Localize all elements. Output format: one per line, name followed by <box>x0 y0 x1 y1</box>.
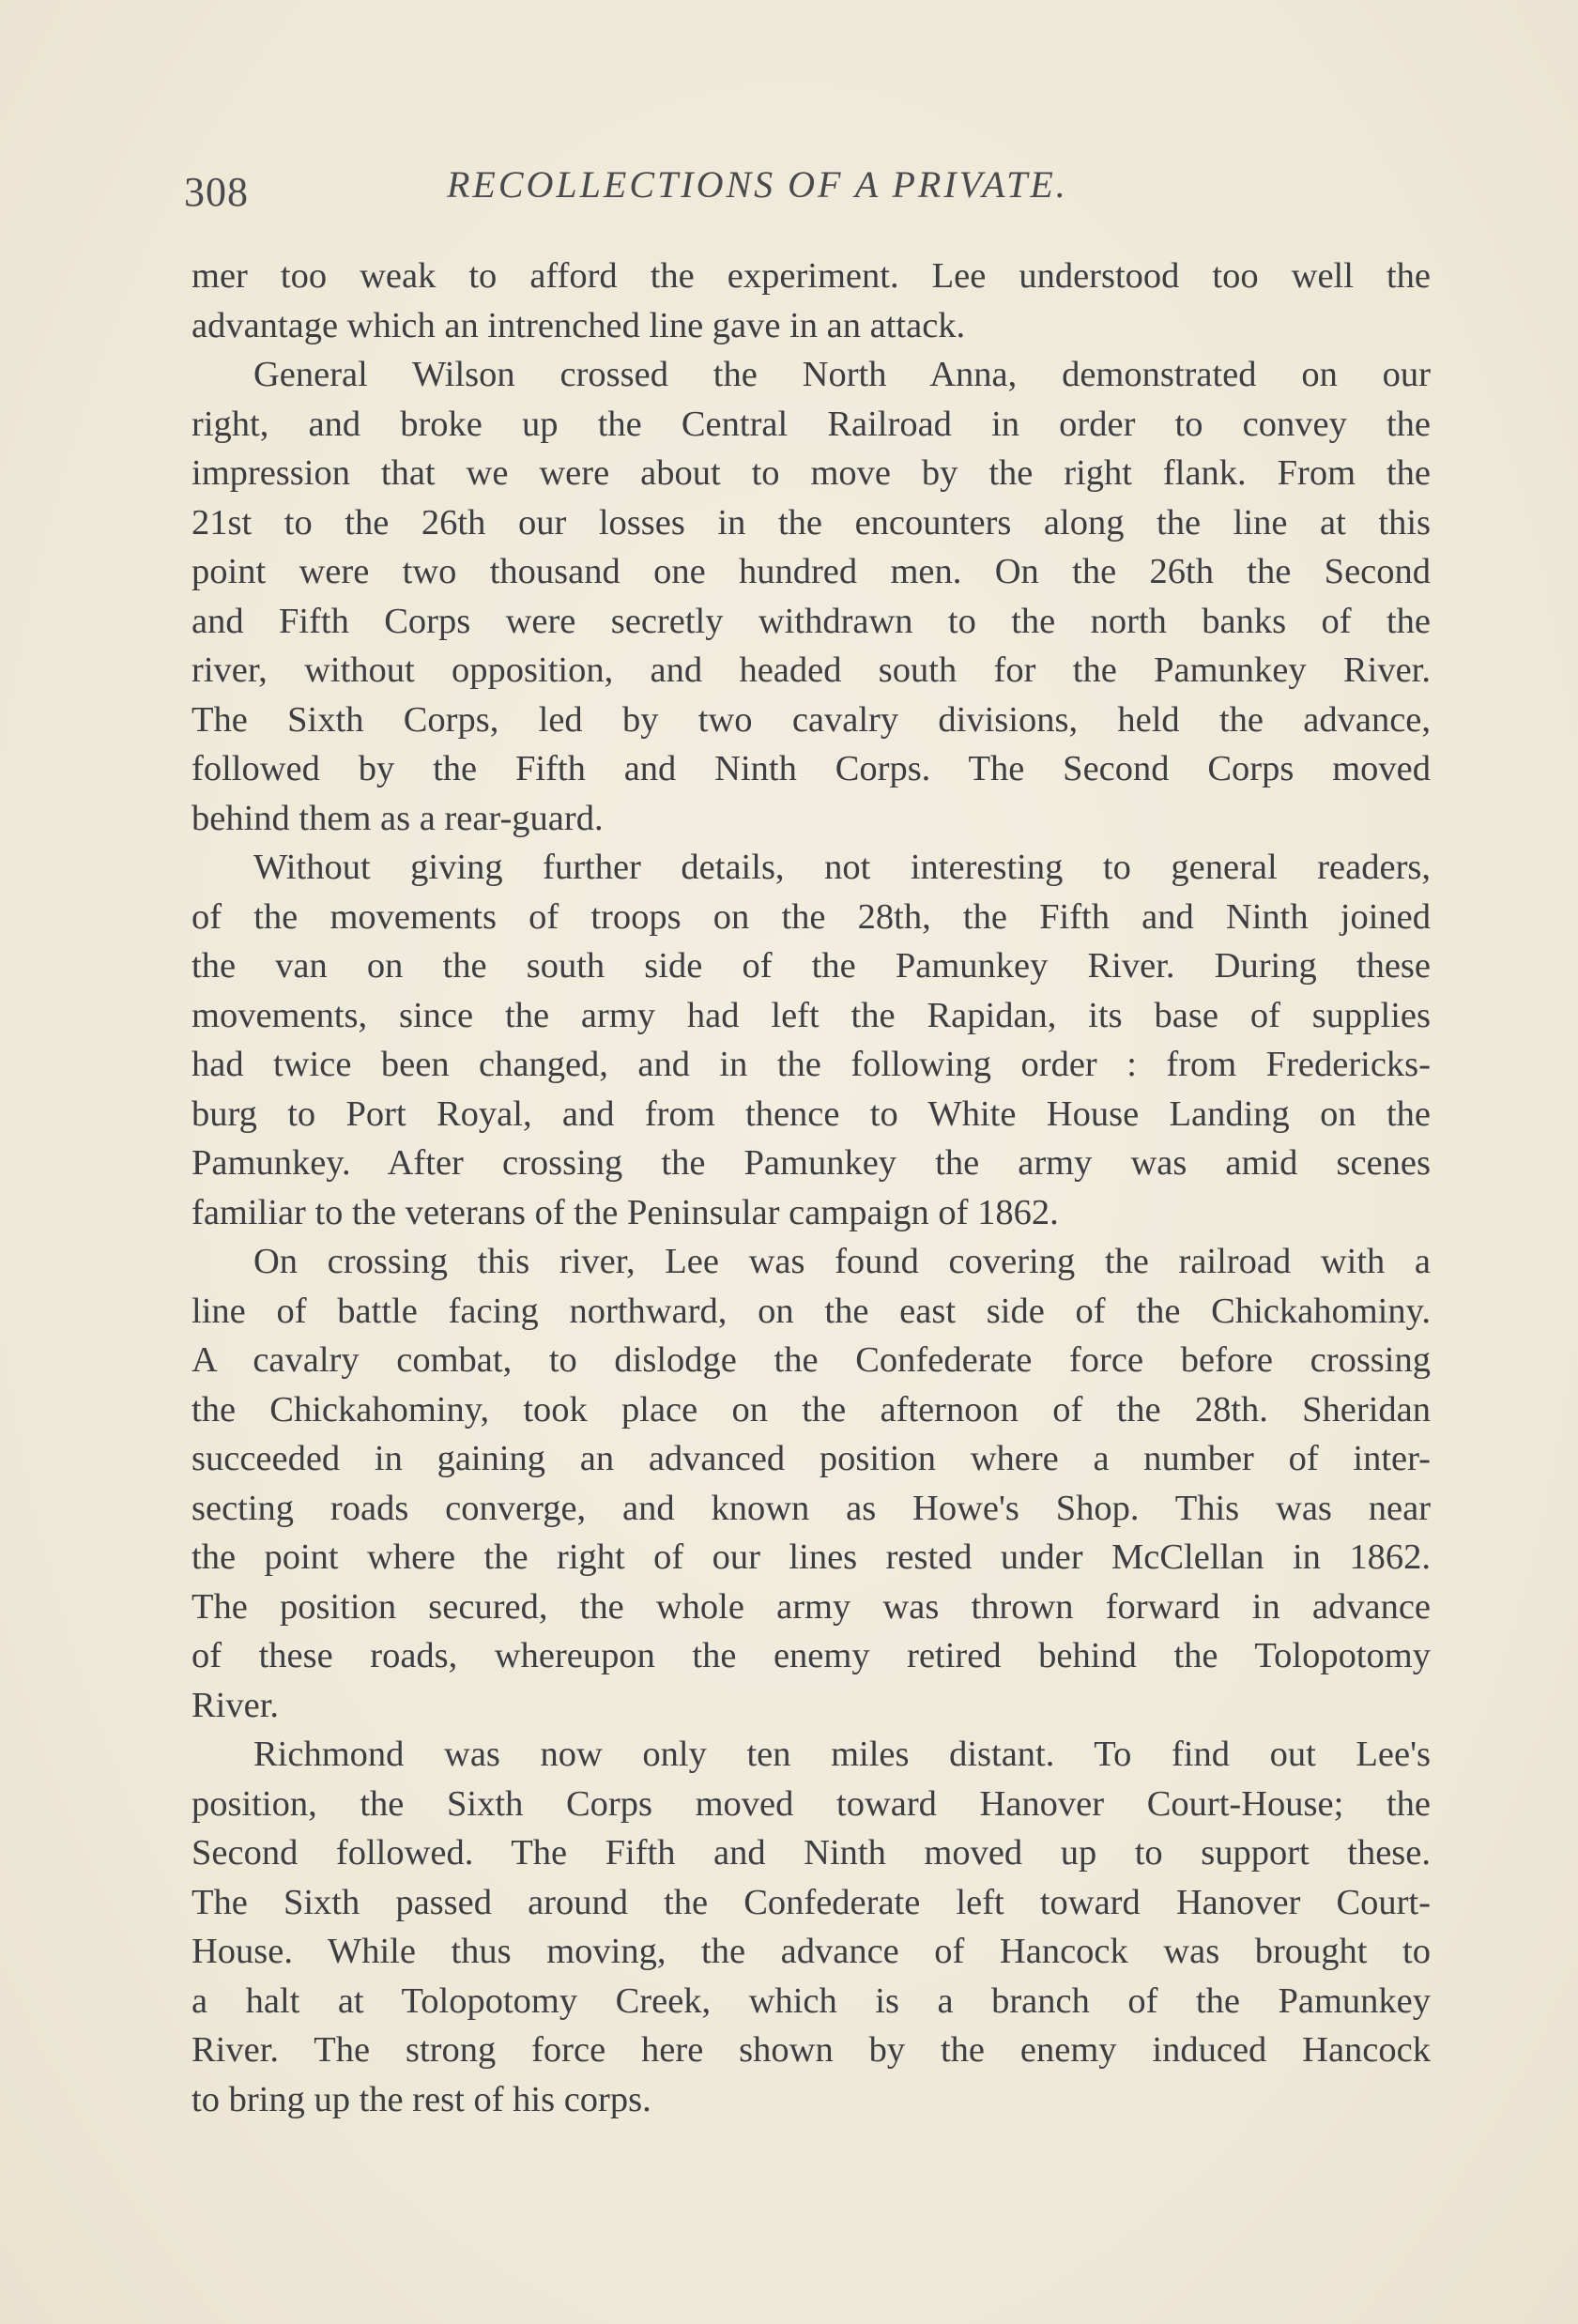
text-line: had twice been changed, and in the following order : from Fredericks- <box>192 1045 1431 1084</box>
text-line: River. <box>192 1685 280 1725</box>
text-line: The position secured, the whole army was thrown forward in advance <box>192 1586 1431 1627</box>
text-line: river, without opposition, and headed south for the Pamunkey River. <box>192 650 1431 690</box>
text-line: succeeded in gaining an advanced position where a number of inter- <box>192 1439 1431 1478</box>
text-line: advantage which an intrenched line gave in an attack. <box>192 305 966 345</box>
paragraph <box>192 252 1431 350</box>
running-head <box>184 155 1198 221</box>
text-line: River. The strong force here shown by the enemy induced Hancock <box>192 2030 1431 2070</box>
text-line: Richmond was now only ten miles distant. To find out Lee's <box>253 1735 1431 1774</box>
text-line: of the movements of troops on the 28th, the Fifth and Ninth joined <box>192 896 1431 937</box>
text-line: position, the Sixth Corps moved toward Hanover Court-House; the <box>192 1783 1431 1824</box>
text-line: behind them as a rear-guard. <box>192 798 604 838</box>
text-line: General Wilson crossed the North Anna, demonstrated on our <box>253 355 1431 394</box>
text-line: mer too weak to afford the experiment. Lee understood too well the <box>192 256 1431 296</box>
body-text <box>192 252 1431 2124</box>
text-line: burg to Port Royal, and from thence to White House Landing on the <box>192 1093 1431 1134</box>
text-line: Without giving further details, not interesting to general readers, <box>253 848 1431 887</box>
text-line: familiar to the veterans of the Peninsular campaign of 1862. <box>192 1192 1059 1232</box>
text-line: secting roads converge, and known as Howe's Shop. This was near <box>192 1488 1431 1528</box>
text-line: to bring up the rest of his corps. <box>192 2079 651 2119</box>
text-line: Second followed. The Fifth and Ninth moved up to support these. <box>192 1833 1431 1873</box>
paragraph <box>192 843 1431 1237</box>
text-line: On crossing this river, Lee was found covering the railroad with a <box>253 1242 1431 1281</box>
paragraph <box>192 1730 1431 2124</box>
page-number: 308 <box>184 169 249 215</box>
text-line: 21st to the 26th our losses in the encounters along the line at this <box>192 502 1431 543</box>
text-line: the van on the south side of the Pamunkey River. During these <box>192 946 1431 986</box>
text-line: of these roads, whereupon the enemy retired behind the Tolopotomy <box>192 1636 1431 1675</box>
text-line: House. While thus moving, the advance of Hancock was brought to <box>192 1932 1431 1971</box>
text-line: The Sixth passed around the Confederate left toward Hanover Court- <box>192 1882 1431 1922</box>
text-line: line of battle facing northward, on the east side of the Chickahominy. <box>192 1291 1431 1331</box>
text-line: the Chickahominy, took place on the afternoon of the 28th. Sheridan <box>192 1389 1431 1430</box>
text-line: point were two thousand one hundred men. On the 26th the Second <box>192 552 1431 591</box>
text-line: and Fifth Corps were secretly withdrawn to the north banks of the <box>192 601 1431 641</box>
running-title: RECOLLECTIONS OF A PRIVATE. <box>447 163 1068 206</box>
text-line: right, and broke up the Central Railroad in order to convey the <box>192 404 1431 444</box>
paragraph <box>192 350 1431 843</box>
text-line: The Sixth Corps, led by two cavalry divisions, held the advance, <box>192 699 1431 740</box>
text-line: the point where the right of our lines rested under McClellan in 1862. <box>192 1537 1431 1577</box>
text-line: a halt at Tolopotomy Creek, which is a branch of the Pamunkey <box>192 1980 1431 2021</box>
text-line: movements, since the army had left the Rapidan, its base of supplies <box>192 995 1431 1035</box>
text-line: A cavalry combat, to dislodge the Confederate force before crossing <box>192 1340 1431 1380</box>
text-line: followed by the Fifth and Ninth Corps. The Second Corps moved <box>192 749 1431 788</box>
text-line: impression that we were about to move by the right flank. From the <box>192 453 1431 493</box>
paragraph <box>192 1237 1431 1730</box>
text-line: Pamunkey. After crossing the Pamunkey the army was amid scenes <box>192 1143 1431 1183</box>
